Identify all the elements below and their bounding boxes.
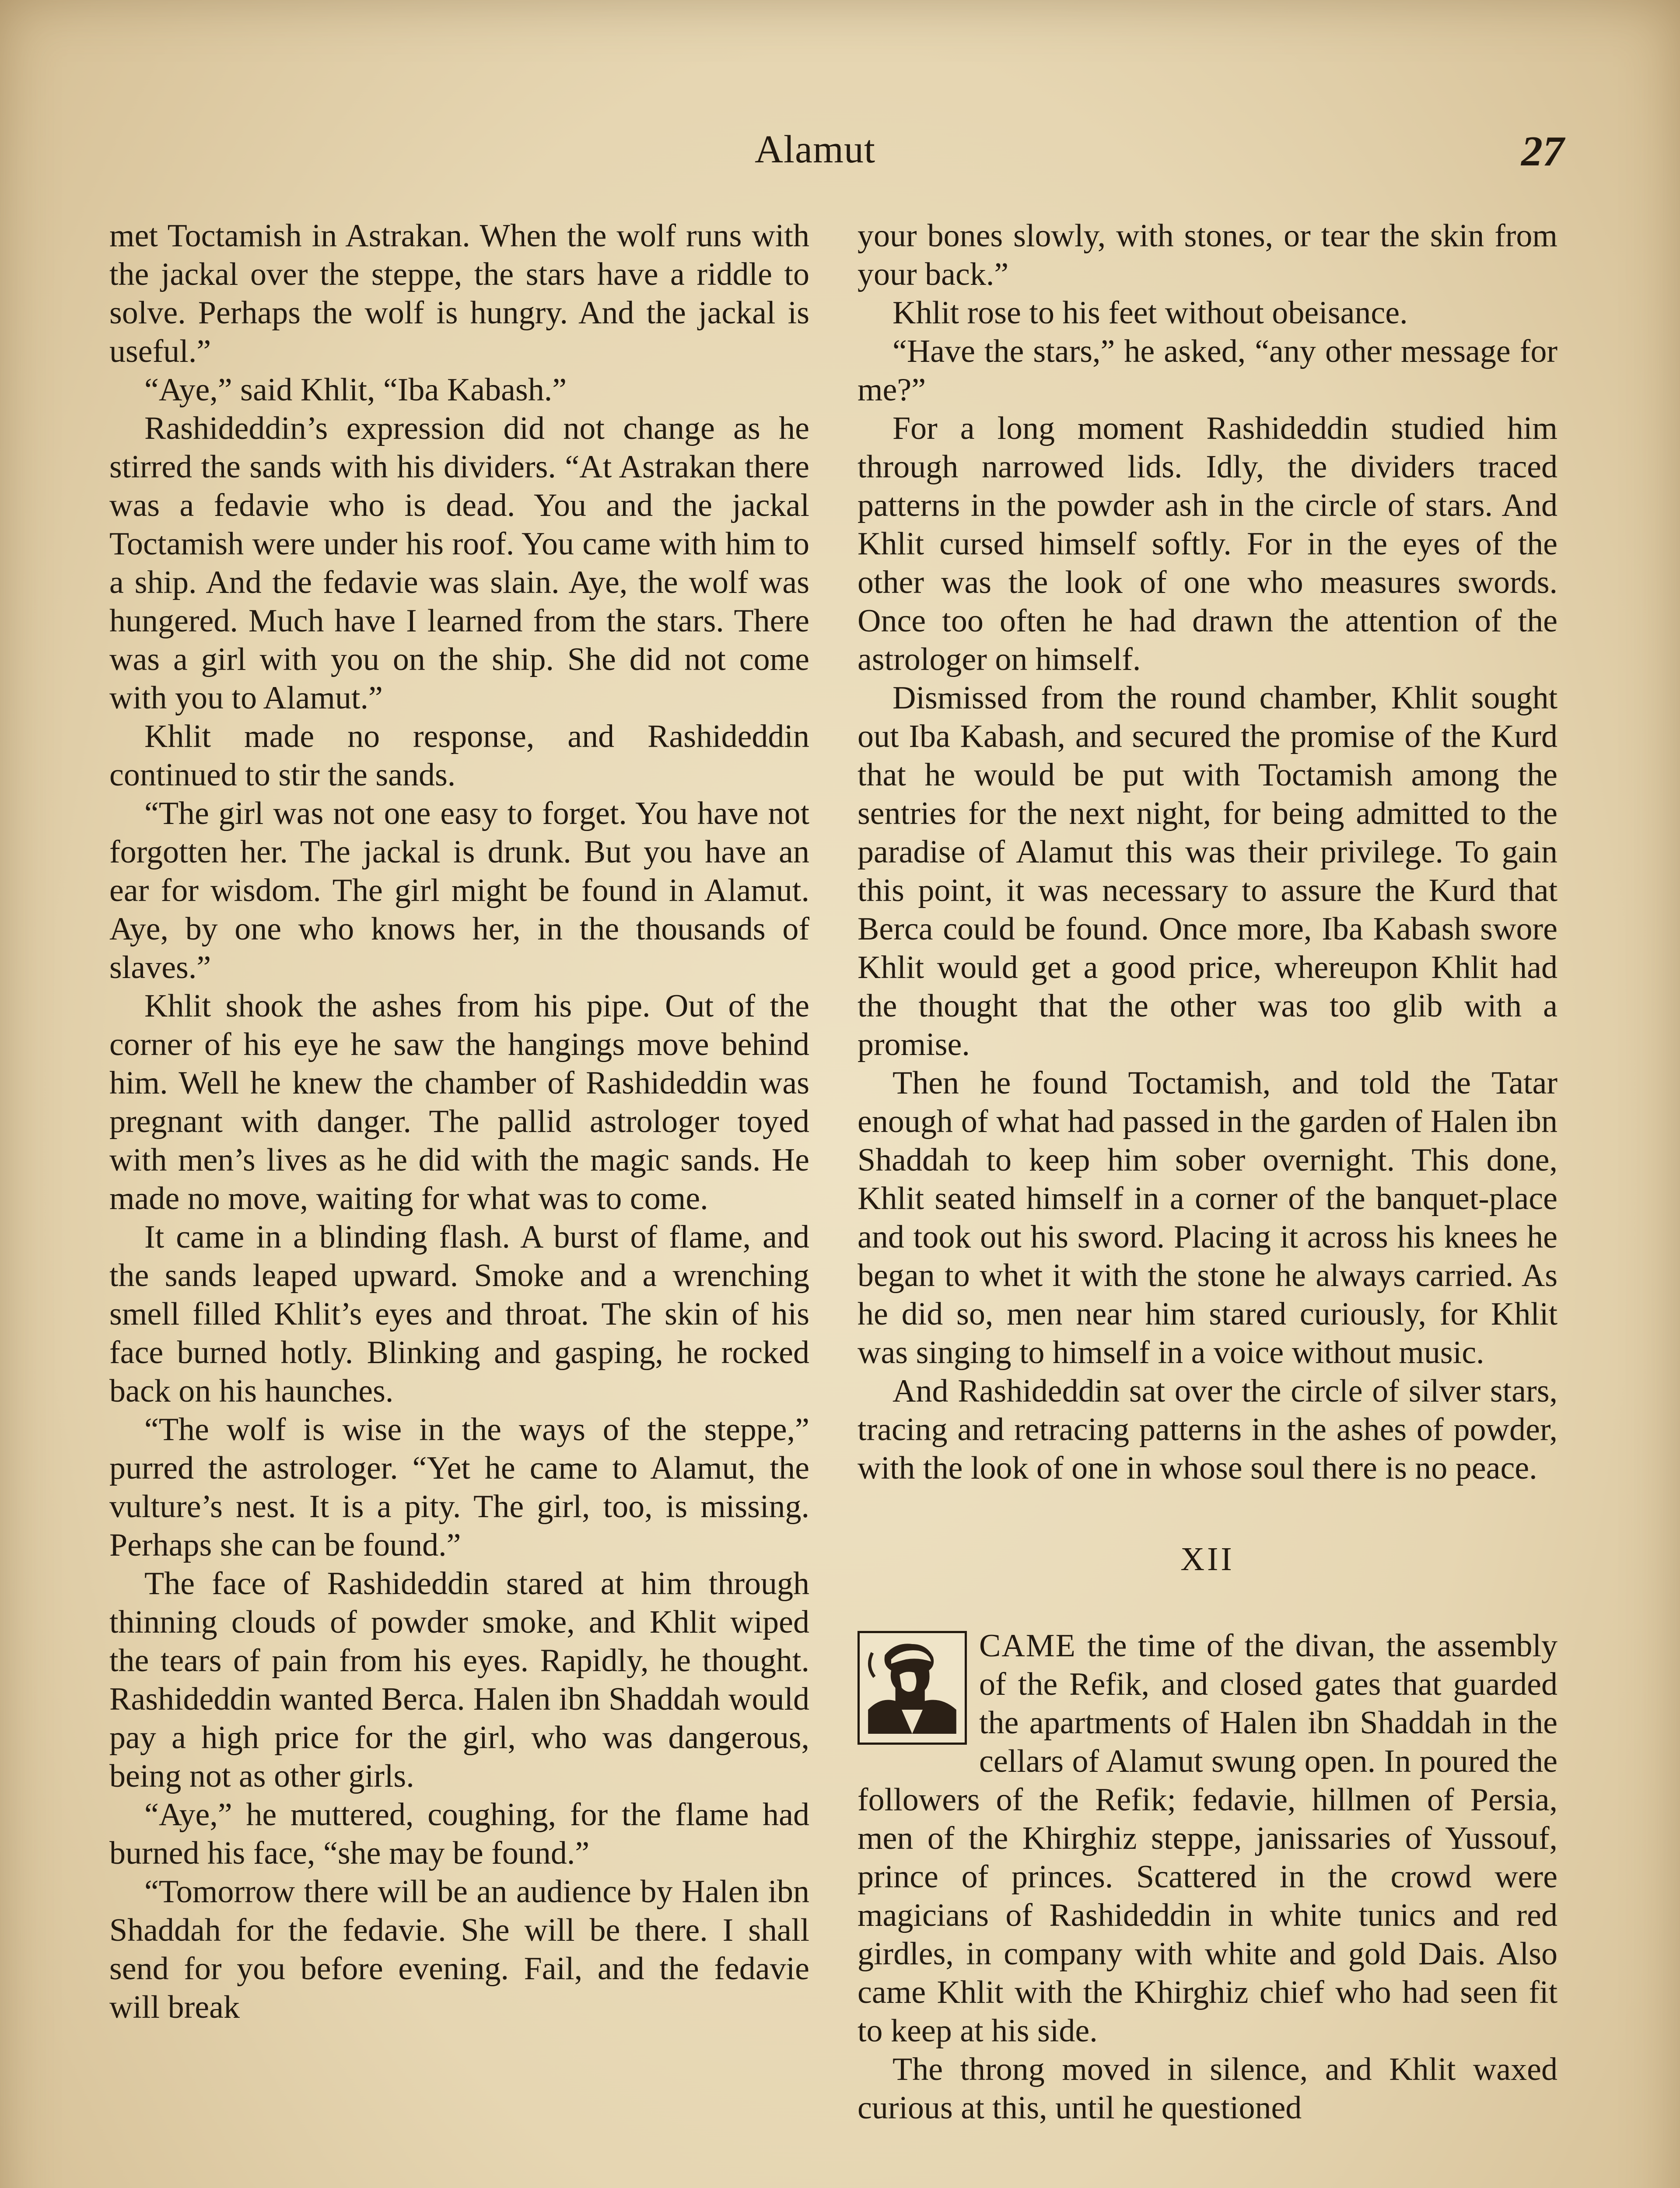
paragraph: Khlit made no response, and Rashideddin continued to stir the sands. [109, 719, 809, 793]
paragraph: Dismissed from the round chamber, Khlit sought out Iba Kabash, and secured the promise of the Kurd that he would be put with Toctamish among the sentries for the next night, for being admitted to the paradise of Alamut this was their privilege. To gain this point, it was necessary to assure the Kurd that Berca could be found. Once more, Iba Kabash swore Khlit would get a good price, whereupon Khlit had the thought that the other was too glib with a promise. [858, 680, 1558, 1062]
paragraph: The face of Rashideddin stared at him through thinning clouds of powder smoke, and Khlit wiped the tears of pain from his eyes. Rapidly, he thought. Rashideddin wanted Berca. Halen ibn Shaddah would pay a high price for the girl, who was dangerous, being not as other girls. [109, 1566, 809, 1794]
chapter-opening [858, 1627, 1558, 2050]
paragraph: Khlit shook the ashes from his pipe. Out of the corner of his eye he saw the hangings move behind him. Well he knew the chamber of Rashideddin was pregnant with danger. The pallid astrologer toyed with men’s lives as he did with the magic sands. He made no move, waiting for what was to come. [109, 988, 809, 1217]
paragraph: Then he found Toctamish, and told the Tatar enough of what had passed in the garden of Halen ibn Shaddah to keep him sober overnight. This done, Khlit seated himself in a corner of the banquet-place and took out his sword. Placing it across his knees he began to whet it with the stone he always carried. As he did so, men near him stared curiously, for Khlit was singing to himself in a voice without music. [858, 1065, 1558, 1371]
paragraph: “Aye,” said Khlit, “Iba Kabash.” [144, 372, 567, 408]
paragraph: “Aye,” he muttered, coughing, for the flame had burned his face, “she may be found.” [109, 1797, 809, 1871]
page-header [0, 127, 1680, 179]
turbaned-figure-icon [858, 1631, 967, 1745]
paragraph: “Tomorrow there will be an audience by Halen ibn Shaddah for the fedavie. She will be there. I shall send for you before evening. Fail, and the fedavie will break [109, 1874, 809, 2025]
first-word: CAME [979, 1628, 1076, 1664]
paragraph: your bones slowly, with stones, or tear the skin from your back.” [858, 218, 1558, 292]
paragraph: The throng moved in silence, and Khlit waxed curious at this, until he questioned [858, 2051, 1558, 2126]
paragraph: It came in a blinding flash. A burst of flame, and the sands leaped upward. Smoke and a wrenching smell filled Khlit’s eyes and throat. The skin of his face burned hotly. Blinking and gasping, he rocked back on his haunches. [109, 1219, 809, 1409]
paragraph: And Rashideddin sat over the circle of silver stars, tracing and retracing patterns in the ashes of powder, with the look of one in whose soul there is no peace. [858, 1373, 1558, 1486]
paragraph: “The girl was not one easy to forget. You have not forgotten her. The jackal is drunk. But you have an ear for wisdom. The girl might be found in Alamut. Aye, by one who knows her, in the thousands of slaves.” [109, 796, 809, 985]
running-head: Alamut [755, 128, 875, 171]
paragraph: “The wolf is wise in the ways of the steppe,” purred the astrologer. “Yet he came to Alamut, the vulture’s nest. It is a pity. The girl, too, is missing. Perhaps she can be found.” [109, 1412, 809, 1563]
paragraph: met Toctamish in Astrakan. When the wolf runs with the jackal over the steppe, the stars have a riddle to solve. Perhaps the wolf is hungry. And the jackal is useful.” [109, 218, 809, 369]
left-column [109, 217, 809, 2027]
page-number: 27 [1521, 128, 1564, 175]
paragraph: For a long moment Rashideddin studied him through narrowed lids. Idly, the dividers traced patterns in the powder ash in the circle of stars. And Khlit cursed himself softly. For in the eyes of the other was the look of one who measures swords. Once too often he had drawn the attention of the astrologer on himself. [858, 410, 1558, 677]
chapter-heading: XII [1180, 1541, 1235, 1578]
right-column [858, 217, 1558, 2127]
paragraph: Rashideddin’s expression did not change as he stirred the sands with his dividers. “At Astrakan there was a fedavie who is dead. You and the jackal Toctamish were under his roof. You came with him to a ship. And the fedavie was slain. Aye, the wolf was hungered. Much have I learned from the stars. There was a girl with you on the ship. She did not come with you to Alamut.” [109, 410, 809, 716]
paragraph: Khlit rose to his feet without obeisance. [892, 295, 1408, 331]
paragraph: “Have the stars,” he asked, “any other message for me?” [858, 333, 1558, 408]
paragraph-text: the time of the divan, the assembly of the Refik, and closed gates that guarded the apartments of Halen ibn Shaddah in the cellars of Alamut swung open. In poured the followers of the Refik; fedavie, hillmen of Persia, men of the Khirghiz steppe, janissaries of Yussouf, prince of princes. Scattered in the crowd were magicians of Rashideddin in white tunics and red girdles, in company with white and gold Dais. Also came Khlit with the Khirghiz chief who had seen fit to keep at his side. [858, 1628, 1558, 2049]
